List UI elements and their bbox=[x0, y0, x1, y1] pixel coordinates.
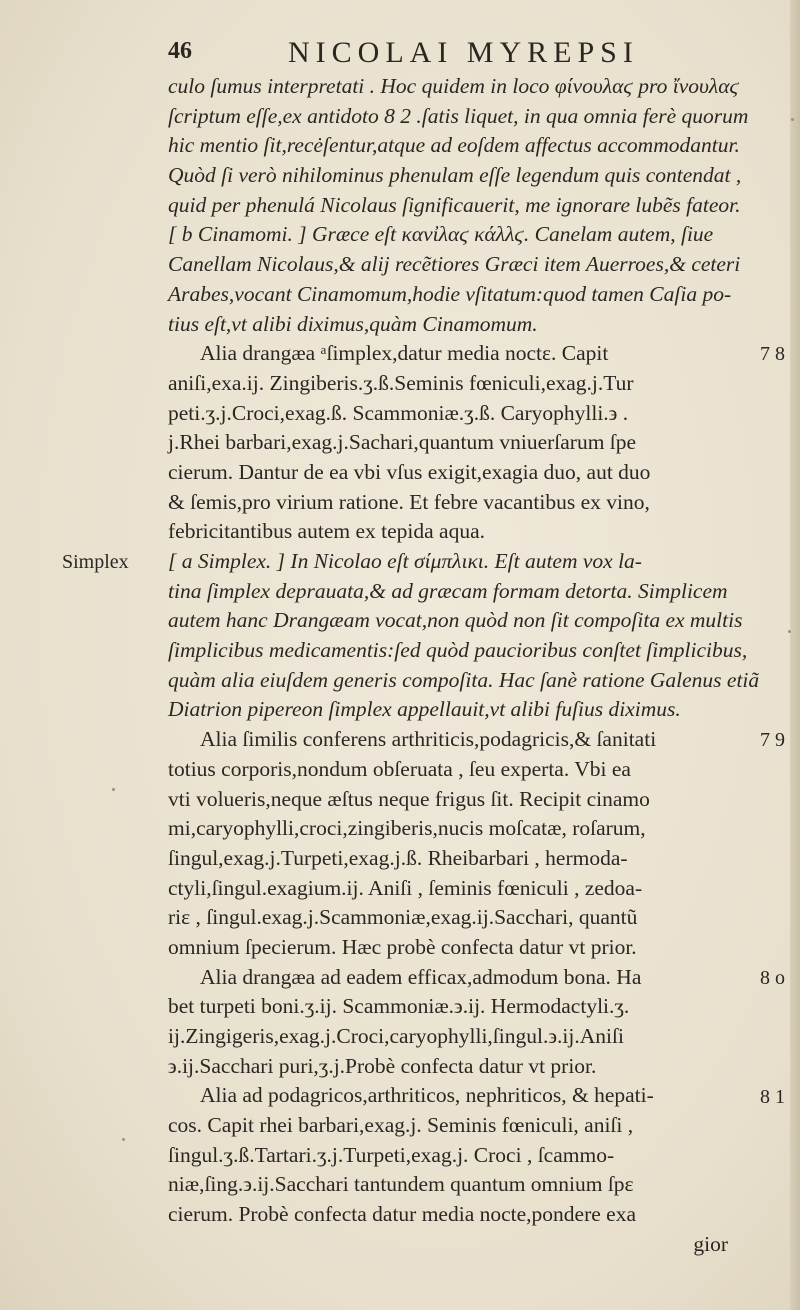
margin-note-left: Simplex bbox=[62, 551, 129, 574]
text-line: riɛ , ſingul.exag.j.Scammoniæ,exag.ij.Sacchari, quantũ bbox=[168, 905, 638, 930]
text-line: culo ſumus interpretati . Hoc quidem in loco φίνουλαϛ pro ἴνουλαϛ bbox=[168, 74, 740, 98]
margin-note-right: 7 8 bbox=[760, 343, 785, 366]
text-line: niæ,ſing.϶.ij.Sacchari tantundem quantum omnium ſpɛ bbox=[168, 1172, 634, 1197]
margin-note-right: 8 o bbox=[760, 967, 785, 989]
text-line: [ b Cinamomi. ] Græce eſt κανἰλαϛ κάλλϛ. Canelam autem, ſiue bbox=[168, 222, 714, 247]
text-line: quàm alia eiuſdem generis compoſita. Hac ſanè ratione Galenus etiã bbox=[168, 667, 760, 692]
text-line: totius corporis,nondum obſeruata , ſeu experta. Vbi ea bbox=[168, 756, 631, 781]
text-line: j.Rhei barbari,exag.j.Sachari,quantum vniuerſarum ſpe bbox=[168, 430, 637, 455]
text-line: aniſi,exa.ij. Zingiberis.ʒ.ß.Seminis fœniculi,exag.j.Tur bbox=[168, 370, 634, 395]
paper-speck bbox=[112, 788, 115, 791]
page-header bbox=[168, 36, 728, 70]
text-line: vti volueris,neque æſtus neque frigus ſit. Recipit cinamo bbox=[168, 786, 650, 811]
text-line: ſingul,exag.j.Turpeti,exag.j.ß. Rheibarbari , hermoda- bbox=[168, 845, 628, 870]
text-body bbox=[168, 72, 760, 1260]
text-line: ctyli,ſingul.exagium.ij. Aniſi , ſeminis fœniculi , zedoa- bbox=[168, 875, 643, 900]
text-line: Canellam Nicolaus,& alij recẽtiores Græci item Auerroes,& ceteri bbox=[168, 252, 741, 277]
text-line: ſimplicibus medicamentis:ſed quòd paucioribus conſtet ſimplicibus, bbox=[168, 638, 748, 663]
page-number: 46 bbox=[168, 38, 192, 64]
catchword: gior bbox=[693, 1231, 728, 1256]
text-line: tina ſimplex deprauata,& ad græcam formam detorta. Simplicem bbox=[168, 578, 728, 603]
text-line: omnium ſpecierum. Hæc probè confecta datur vt prior. bbox=[168, 934, 637, 959]
paper-speck bbox=[788, 630, 791, 633]
text-line: cos. Capit rhei barbari,exag.j. Seminis fœniculi, aniſi , bbox=[168, 1113, 634, 1138]
text-line: ſingul.ʒ.ß.Tartari.ʒ.j.Turpeti,exag.j. Croci , ſcammo- bbox=[168, 1142, 615, 1167]
text-line: Arabes,vocant Cinamomum,hodie vſitatum:quod tamen Caſia po- bbox=[168, 281, 732, 306]
text-line: peti.ʒ.j.Croci,exag.ß. Scammoniæ.ʒ.ß. Caryophylli.϶ . bbox=[168, 400, 629, 425]
page-edge bbox=[790, 0, 800, 1310]
text-line: Alia drangæa ad eadem efficax,admodum bona. Ha bbox=[200, 964, 642, 989]
text-line: cierum. Probè confecta datur media nocte,pondere exa bbox=[168, 1202, 637, 1227]
text-line: quid per phenulá Nicolaus ſignificauerit, me ignorare lubẽs fateor. bbox=[168, 192, 741, 217]
text-line: Diatrion pipereon ſimplex appellauit,vt alibi fuſius diximus. bbox=[168, 697, 681, 722]
text-line: bet turpeti boni.ʒ.ij. Scammoniæ.϶.ij. Hermodactyli.ʒ. bbox=[168, 994, 630, 1019]
text-line: autem hanc Drangæam vocat,non quòd non ſit compoſita ex multis bbox=[168, 608, 743, 633]
text-line: Alia ſimilis conferens arthriticis,podagricis,& ſanitati bbox=[200, 727, 657, 752]
margin-note-right: 7 9 bbox=[760, 729, 785, 752]
text-line: & ſemis,pro virium ratione. Et febre vacantibus ex vino, bbox=[168, 489, 650, 514]
text-line: [ a Simplex. ] In Nicolao eſt σίμπλικι. Eſt autem vox la- bbox=[168, 549, 642, 573]
text-line: Alia ad podagricos,arthriticos, nephriticos, & hepati- bbox=[200, 1083, 654, 1108]
paper-speck bbox=[791, 118, 794, 121]
text-line: mi,caryophylli,croci,zingiberis,nucis moſcatæ, roſarum, bbox=[168, 816, 646, 841]
text-line: ϶.ij.Sacchari puri,ʒ.j.Probè confecta datur vt prior. bbox=[168, 1053, 597, 1078]
text-line: ij.Zingigeris,exag.j.Croci,caryophylli,ſingul.϶.ij.Aniſi bbox=[168, 1024, 624, 1048]
text-line: cierum. Dantur de ea vbi vſus exigit,exagia duo, aut duo bbox=[168, 459, 651, 484]
text-line: ſcriptum eſſe,ex antidoto 8 2 .ſatis liquet, in qua omnia ferè quorum bbox=[168, 103, 749, 128]
margin-note-right: 8 1 bbox=[760, 1085, 785, 1108]
paper-speck bbox=[122, 1138, 125, 1141]
text-line: Quòd ſi verò nihilominus phenulam eſſe legendum quis contendat , bbox=[168, 163, 742, 188]
text-line: febricitantibus autem ex tepida aqua. bbox=[168, 519, 485, 544]
running-title: NICOLAI MYREPSI bbox=[288, 36, 639, 69]
text-line: tius eſt,vt alibi diximus,quàm Cinamomum. bbox=[168, 311, 538, 336]
text-line: hic mentio ſit,recėſentur,atque ad eoſdem affectus accommodantur. bbox=[168, 133, 740, 158]
text-line: Alia drangæa ᵃſimplex,datur media noctε. Capit bbox=[200, 341, 609, 366]
